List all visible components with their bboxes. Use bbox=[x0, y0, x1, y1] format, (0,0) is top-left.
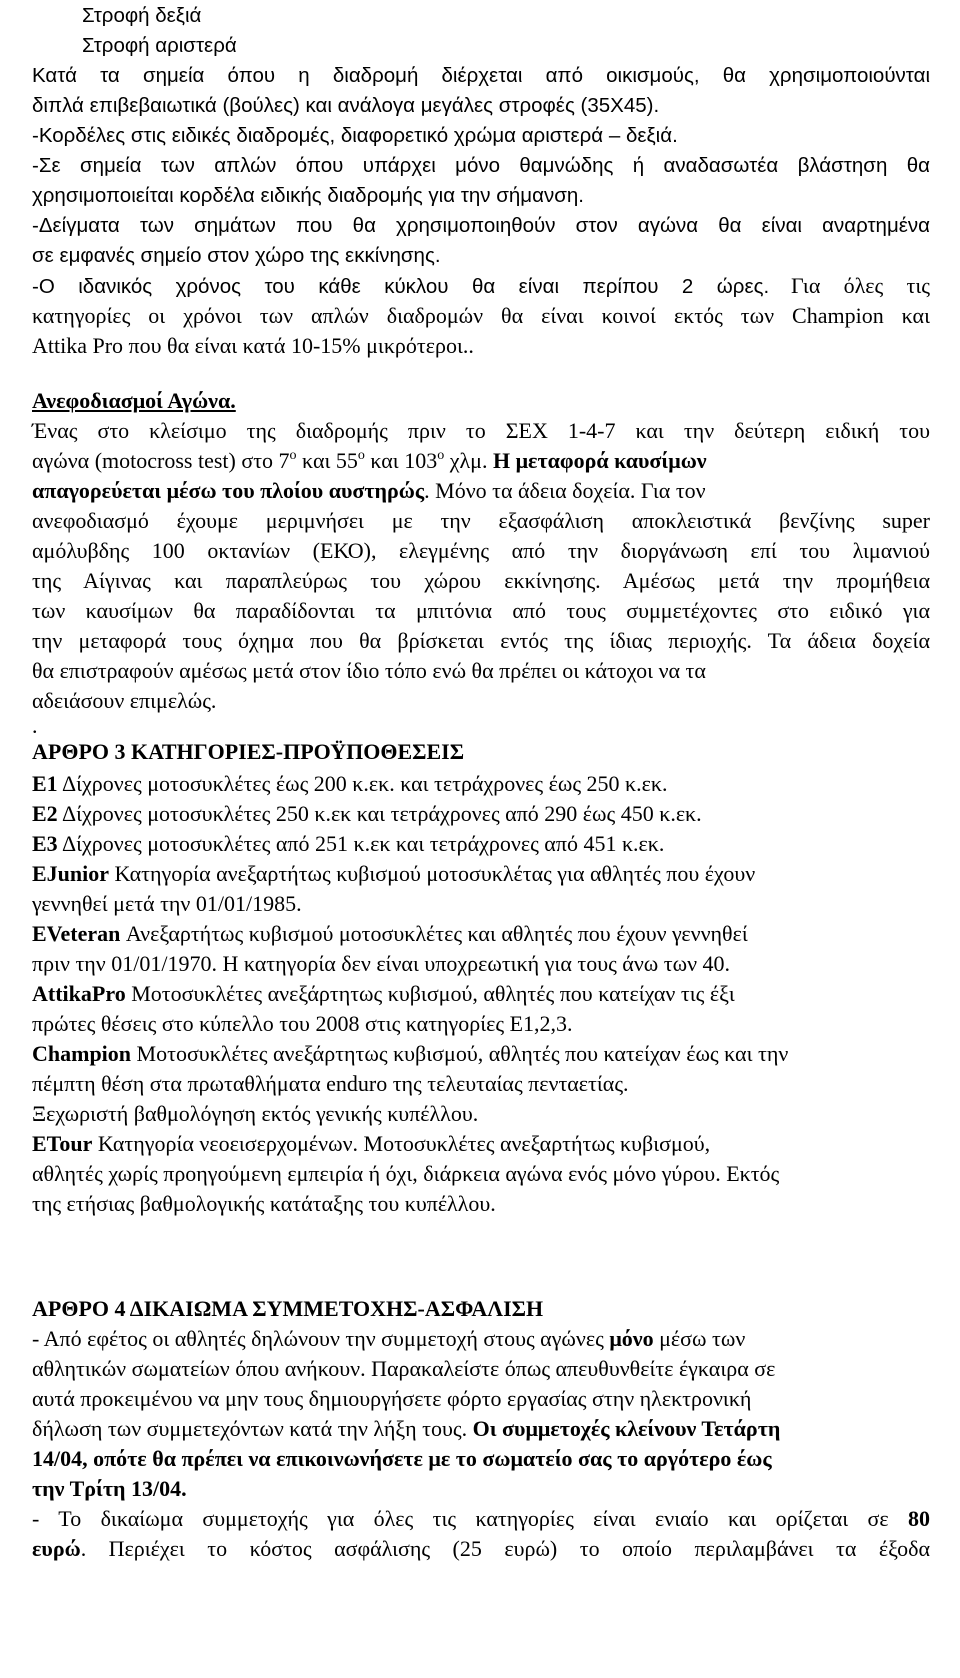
intro-line-8 bbox=[32, 270, 930, 302]
category-veteran-line-2: πριν την 01/01/1970. Η κατηγορία δεν είναι υποχρεωτική για τους άνω των 40. bbox=[32, 951, 731, 976]
category-champion-line-3: Ξεχωριστή βαθμολόγηση εκτός γενικής κυπέλλου. bbox=[32, 1101, 479, 1126]
superscript-o: ο bbox=[357, 448, 365, 463]
category-attikapro bbox=[32, 978, 930, 1010]
category-attikapro-line-2: πρώτες θέσεις στο κύπελλο του 2008 στις κατηγορίες Ε1,2,3. bbox=[32, 1011, 573, 1036]
categories-time-text: Για όλες τις bbox=[790, 273, 931, 298]
intro-line-4: -Σε σημεία των απλών όπου υπάρχει μόνο θαμνώδης ή αναδασωτέα βλάστηση θα bbox=[32, 154, 930, 177]
category-code: EVeteran bbox=[32, 921, 121, 946]
deadline-bold-2: 14/04, οπότε θα πρέπει να επικοινωνήσετε με το σωματείο σας το αργότερο έως bbox=[32, 1446, 772, 1471]
superscript-o: ο bbox=[289, 448, 297, 463]
category-junior bbox=[32, 858, 930, 890]
category-code: EJunior bbox=[32, 861, 110, 886]
article4-line-7 bbox=[32, 1503, 930, 1535]
category-type: Δίχρονες bbox=[57, 831, 148, 856]
article4-heading: ΑΡΘΡΟ 4 ΔΙΚΑΙΩΜΑ ΣΥΜΜΕΤΟΧΗΣ-ΑΣΦΑΛΙΣΗ bbox=[32, 1296, 544, 1321]
category-champion bbox=[32, 1038, 930, 1070]
refuel-heading: Ανεφοδιασμοί Αγώνα. bbox=[32, 388, 236, 413]
superscript-o: ο bbox=[437, 448, 445, 463]
article4-text-e: . Περιέχει το κόστος ασφάλισης (25 ευρώ) το οποίο περιλαμβάνει τα έξοδα bbox=[80, 1536, 930, 1561]
refuel-line-1: Ένας στο κλείσιμο της διαδρομής πριν το ΣΕΧ 1-4-7 και την δεύτερη ειδική του bbox=[32, 418, 930, 443]
fuel-ban-bold: απαγορεύεται μέσω του πλοίου αυστηρώς bbox=[32, 478, 425, 503]
article4-line-2: αθλητικών σωματείων όπου ανήκουν. Παρακαλείστε όπως απευθυνθείτε έγκαιρα σε bbox=[32, 1356, 776, 1381]
category-code: AttikaPro bbox=[32, 981, 126, 1006]
refuel-text-e: . Μόνο τα άδεια δοχεία. Για τον bbox=[424, 478, 706, 503]
article4-line-3: αυτά προκειμένου να μην τους δημιουργήσετε φόρτο εργασίας στην ηλεκτρονική bbox=[32, 1386, 752, 1411]
category-type: Δίχρονες bbox=[57, 771, 148, 796]
refuel-text-b: και 55 bbox=[296, 448, 358, 473]
category-desc: Κατηγορία ανεξαρτήτως κυβισμού μοτοσυκλέτας για αθλητές που έχουν bbox=[109, 861, 756, 886]
refuel-line-2 bbox=[32, 445, 930, 477]
only-bold: μόνο bbox=[609, 1326, 654, 1351]
category-desc: Ανεξαρτήτως κυβισμού μοτοσυκλέτες και αθλητές που έχουν γεννηθεί bbox=[120, 921, 748, 946]
intro-line-2: διπλά επιβεβαιωτικά (βούλες) και ανάλογα μεγάλες στροφές (35Χ45). bbox=[32, 94, 660, 117]
intro-line-1: Κατά τα σημεία όπου η διαδρομή διέρχεται από οικισμούς, θα χρησιμοποιούνται bbox=[32, 64, 930, 87]
refuel-line-8: την μεταφορά τους όχημα που θα βρίσκεται εντός της ίδιας περιοχής. Τα άδεια δοχεία bbox=[32, 628, 930, 653]
euro-bold: ευρώ bbox=[32, 1536, 81, 1561]
fee-amount-bold: 80 bbox=[908, 1506, 930, 1531]
refuel-line-6: της Αίγινας και παραπλεύρως του χώρου εκκίνησης. Αμέσως μετά την προμήθεια bbox=[32, 568, 930, 593]
refuel-line-10: αδειάσουν επιμελώς. bbox=[32, 688, 217, 713]
category-desc: Κατηγορία νεοεισερχομένων. Μοτοσυκλέτες ανεξαρτήτως κυβισμού, bbox=[92, 1131, 711, 1156]
category-etour-line-3: της ετήσιας βαθμολογικής κατάταξης του κυπέλλου. bbox=[32, 1191, 496, 1216]
category-desc: Μοτοσυκλέτες ανεξάρτητως κυβισμού, αθλητές που κατείχαν τις έξι bbox=[125, 981, 735, 1006]
article4-text-a: - Από εφέτος οι αθλητές δηλώνουν την συμμετοχή στους αγώνες bbox=[32, 1326, 610, 1351]
intro-line-9: κατηγορίες οι χρόνοι των απλών διαδρομών θα είναι κοινοί εκτός των Champion και bbox=[32, 303, 930, 328]
refuel-line-7: των καυσίμων θα παραδίδονται τα μπιτόνια από τους συμμετέχοντες στο ειδικό για bbox=[32, 598, 930, 623]
deadline-bold-1: Οι συμμετοχές κλείνουν Τετάρτη bbox=[472, 1416, 781, 1441]
refuel-line-4: ανεφοδιασμό έχουμε μεριμνήσει με την εξασφάλιση αποκλειστικά βενζίνης super bbox=[32, 508, 930, 533]
refuel-text-a: αγώνα (motocross test) στο 7 bbox=[32, 448, 290, 473]
article4-text-c: δήλωση των συμμετεχόντων κατά την λήξη τους. bbox=[32, 1416, 473, 1441]
article4-line-1 bbox=[32, 1323, 930, 1355]
article4-line-4 bbox=[32, 1413, 930, 1445]
refuel-line-9: θα επιστραφούν αμέσως μετά στον ίδιο τόπο ενώ θα πρέπει οι κάτοχοι να τα bbox=[32, 658, 706, 683]
refuel-text-d: χλμ. bbox=[444, 448, 493, 473]
category-type: Δίχρονες bbox=[57, 801, 148, 826]
intro-line-3: -Κορδέλες στις ειδικές διαδρομές, διαφορετικό χρώμα αριστερά – δεξιά. bbox=[32, 124, 678, 147]
category-veteran bbox=[32, 918, 930, 950]
category-e1 bbox=[32, 768, 930, 800]
intro-line-5: χρησιμοποιείται κορδέλα ειδικής διαδρομής για την σήμανση. bbox=[32, 184, 584, 207]
category-code: Ε3 bbox=[32, 831, 58, 856]
article4-text-b: μέσω των bbox=[653, 1326, 746, 1351]
category-desc: μοτοσυκλέτες από 251 κ.εκ και τετράχρονες από 451 κ.εκ. bbox=[147, 831, 665, 856]
category-code: ETour bbox=[32, 1131, 93, 1156]
category-desc: μοτοσυκλέτες έως 200 κ.εκ. και τετράχρονες έως 250 κ.εκ. bbox=[147, 771, 668, 796]
turn-right-line: Στροφή δεξιά bbox=[82, 4, 202, 27]
category-desc: Μοτοσυκλέτες ανεξάρτητως κυβισμού, αθλητές που κατείχαν έως και την bbox=[131, 1041, 789, 1066]
category-code: Ε2 bbox=[32, 801, 58, 826]
fuel-transport-bold: Η μεταφορά καυσίμων bbox=[492, 448, 707, 473]
article4-line-8 bbox=[32, 1533, 930, 1565]
refuel-line-5: αμόλυβδης 100 οκτανίων (ΕΚΟ), ελεγμένης από την διοργάνωση επί του λιμανιού bbox=[32, 538, 930, 563]
deadline-bold-3: την Τρίτη 13/04. bbox=[32, 1476, 187, 1501]
refuel-line-3 bbox=[32, 475, 930, 507]
intro-line-10: Attika Pro που θα είναι κατά 10-15% μικρότεροι.. bbox=[32, 333, 474, 358]
refuel-text-c: και 103 bbox=[364, 448, 438, 473]
article3-heading: ΑΡΘΡΟ 3 ΚΑΤΗΓΟΡΙΕΣ-ΠΡΟΫΠΟΘΕΣΕΙΣ bbox=[32, 739, 465, 764]
category-code: Champion bbox=[32, 1041, 132, 1066]
article4-text-d: - Το δικαίωμα συμμετοχής για όλες τις κατηγορίες είναι ενιαίο και ορίζεται σε bbox=[32, 1506, 908, 1531]
category-desc: μοτοσυκλέτες 250 κ.εκ και τετράχρονες από 290 έως 450 κ.εκ. bbox=[147, 801, 702, 826]
intro-line-7: σε εμφανές σημείο στον χώρο της εκκίνησης. bbox=[32, 244, 441, 267]
category-code: Ε1 bbox=[32, 771, 58, 796]
turn-left-line: Στροφή αριστερά bbox=[82, 34, 237, 57]
category-etour-line-2: αθλητές χωρίς προηγούμενη εμπειρία ή όχι, διάρκεια αγώνα ενός μόνο γύρου. Εκτός bbox=[32, 1161, 780, 1186]
ideal-time-text: -Ο ιδανικός χρόνος του κάθε κύκλου θα είναι περίπου 2 ώρες. bbox=[32, 275, 770, 298]
category-etour bbox=[32, 1128, 930, 1160]
category-e2 bbox=[32, 798, 930, 830]
category-champion-line-2: πέμπτη θέση στα πρωταθλήματα enduro της τελευταίας πενταετίας. bbox=[32, 1071, 629, 1096]
category-junior-line-2: γεννηθεί μετά την 01/01/1985. bbox=[32, 891, 302, 916]
category-e3 bbox=[32, 828, 930, 860]
intro-line-6: -Δείγματα των σημάτων που θα χρησιμοποιηθούν στον αγώνα θα είναι αναρτημένα bbox=[32, 214, 930, 237]
refuel-dot: . bbox=[32, 713, 38, 738]
